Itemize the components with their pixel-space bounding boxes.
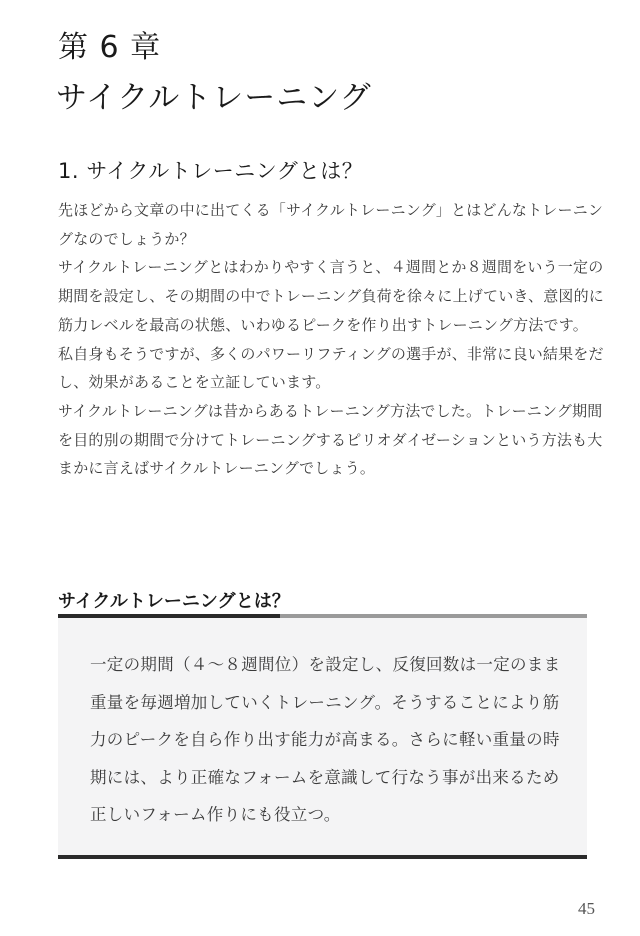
paragraph: 私自身もそうですが、多くのパワーリフティングの選手が、非常に良い結果をだし、効果があることを立証しています。 — [58, 344, 604, 392]
paragraph: サイクルトレーニングとはわかりやすく言うと、４週間とか８週間をいう一定の期間を設定し、その期間の中でトレーニング負荷を徐々に上げていき、意図的に筋力レベルを最高の状態、いわゆるピークを作り出すトレーニング方法です。 — [58, 258, 605, 334]
chapter-label: 第 6 章 — [58, 30, 162, 65]
page-number: 45 — [578, 899, 595, 918]
paragraph: 先ほどから文章の中に出てくる「サイクルトレーニング」とはどんなトレーニングなのでしょうか？ — [58, 201, 604, 248]
box-bottom-rule — [58, 855, 587, 859]
section-heading: 1. サイクルトレーニングとは？ — [58, 159, 364, 183]
chapter-title: サイクルトレーニング — [56, 80, 372, 116]
box-heading: サイクルトレーニングとは？ — [58, 591, 290, 612]
box-text: 一定の期間（４〜８週間位）を設定し、反復回数は一定のまま重量を毎週増加していくトレーニング。そうすることにより筋力のピークを自ら作り出す能力が高まる。さらに軽い重量の時期には、より正確なフォームを意識して行なう事が出来るため正しいフォーム作りにも役立つ。 — [90, 655, 561, 824]
paragraph: サイクルトレーニングは昔からあるトレーニング方法でした。トレーニング期間を目的別の期間で分けてトレーニングするピリオダイゼーションという方法も大まかに言えばサイクルトレーニングでしょう。 — [58, 401, 603, 478]
body-text — [58, 196, 604, 483]
